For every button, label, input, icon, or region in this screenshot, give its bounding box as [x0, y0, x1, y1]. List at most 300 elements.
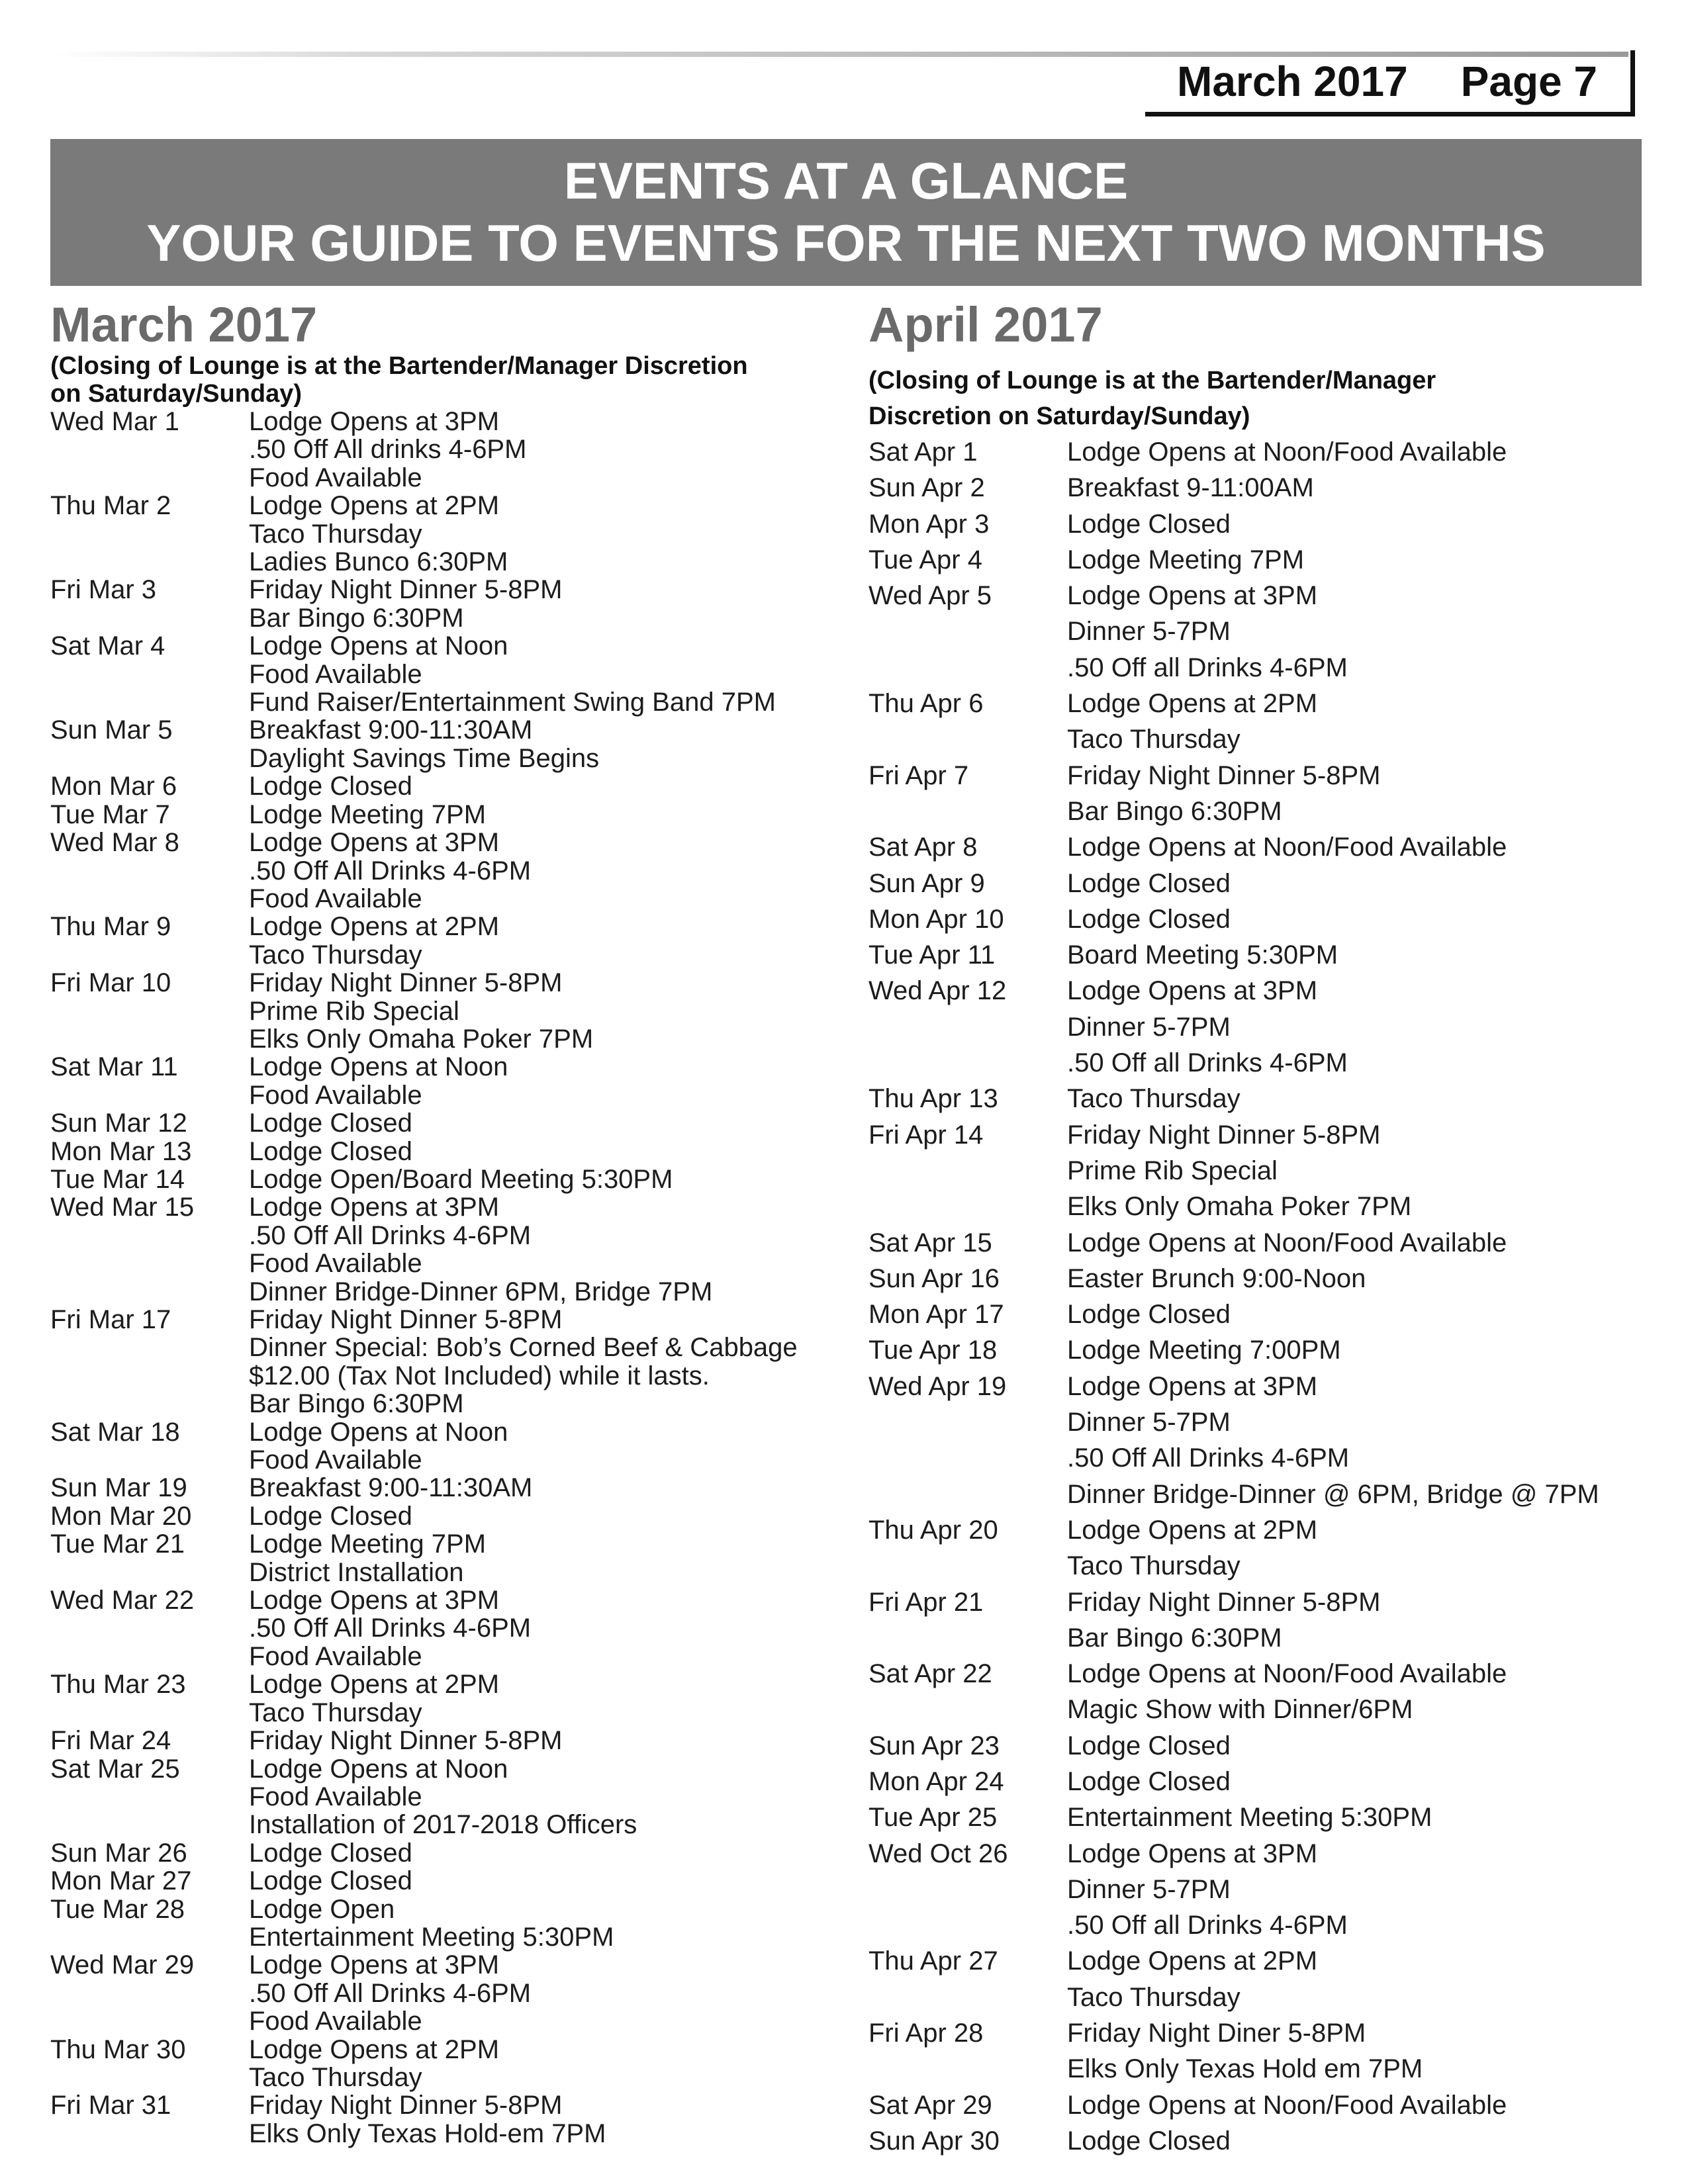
event-items	[249, 1951, 831, 2035]
event-date: Tue Mar 21	[50, 1529, 185, 1559]
event-item: Friday Night Dinner 5-8PM	[1067, 760, 1381, 790]
event-item: Taco Thursday	[1067, 1084, 1241, 1114]
event-list	[50, 408, 831, 2148]
event-date: Fri Mar 3	[50, 575, 156, 605]
event-item: Lodge Opens at 3PM	[1067, 581, 1318, 611]
event-day-row	[868, 1261, 1663, 1297]
event-item: Elks Only Omaha Poker 7PM	[249, 1024, 594, 1054]
event-day-row	[868, 1512, 1663, 1584]
event-item: Friday Night Dinner 5-8PM	[249, 1305, 563, 1334]
event-item: District Installation	[249, 1557, 464, 1587]
event-day-row	[868, 1332, 1663, 1368]
banner-title: EVENTS AT A GLANCE	[563, 152, 1129, 210]
event-items	[249, 2091, 831, 2148]
event-day-row	[868, 1799, 1663, 1835]
event-items	[249, 1727, 831, 1754]
event-item: Taco Thursday	[1067, 1982, 1241, 2012]
event-date: Mon Apr 10	[868, 904, 1004, 934]
event-item: Bar Bingo 6:30PM	[249, 1389, 464, 1419]
event-item: .50 Off All Drinks 4-6PM	[249, 856, 532, 886]
event-item: Board Meeting 5:30PM	[1067, 940, 1338, 970]
event-date: Tue Mar 28	[50, 1894, 185, 1924]
event-item: $12.00 (Tax Not Included) while it lasts.	[249, 1361, 710, 1390]
event-items	[1067, 1764, 1663, 1799]
event-item: .50 Off All drinks 4-6PM	[249, 435, 527, 465]
event-date: Wed Apr 12	[868, 976, 1007, 1006]
event-item: Breakfast 9-11:00AM	[1067, 473, 1314, 503]
event-item: Lodge Opens at Noon	[249, 1754, 508, 1784]
event-item: Entertainment Meeting 5:30PM	[1067, 1803, 1432, 1833]
event-item: Dinner 5-7PM	[1067, 617, 1231, 647]
event-item: Lodge Opens at 2PM	[249, 2034, 500, 2064]
event-item: Lodge Closed	[1067, 1300, 1231, 1330]
event-day-row	[868, 2087, 1663, 2123]
event-item: Lodge Open/Board Meeting 5:30PM	[249, 1164, 673, 1194]
event-items	[1067, 434, 1663, 470]
event-items	[1067, 1656, 1663, 1728]
event-day-row	[50, 1895, 831, 1952]
lounge-note	[868, 363, 1663, 434]
event-item: .50 Off All Drinks 4-6PM	[1067, 1443, 1350, 1473]
event-item: Lodge Closed	[249, 772, 412, 801]
event-item: .50 Off All Drinks 4-6PM	[249, 1614, 532, 1643]
event-items	[1067, 1728, 1663, 1764]
event-item: Lodge Opens at Noon	[249, 1417, 508, 1447]
event-items	[249, 632, 831, 716]
event-items	[249, 576, 831, 632]
event-item: Lodge Closed	[1067, 2126, 1231, 2156]
event-date: Wed Mar 22	[50, 1586, 195, 1615]
event-item: Bar Bingo 6:30PM	[1067, 1623, 1282, 1653]
event-day-row	[50, 829, 831, 913]
event-item: Lodge Opens at Noon/Food Available	[1067, 437, 1507, 467]
event-item: Dinner 5-7PM	[1067, 1012, 1231, 1042]
event-day-row	[868, 1764, 1663, 1799]
event-item: .50 Off all Drinks 4-6PM	[1067, 1048, 1348, 1078]
banner-subtitle: YOUR GUIDE TO EVENTS FOR THE NEXT TWO MONTHS	[146, 214, 1546, 272]
event-date: Fri Mar 10	[50, 968, 171, 998]
event-item: Friday Night Dinner 5-8PM	[249, 1726, 563, 1756]
event-day-row	[50, 772, 831, 800]
event-date: Sun Mar 5	[50, 715, 173, 745]
event-item: Entertainment Meeting 5:30PM	[249, 1922, 614, 1952]
event-item: Food Available	[249, 1782, 422, 1811]
event-items	[249, 1109, 831, 1137]
event-date: Fri Mar 24	[50, 1726, 171, 1756]
event-day-row	[50, 1530, 831, 1586]
event-item: Lodge Closed	[1067, 904, 1231, 934]
event-items	[249, 1530, 831, 1586]
event-items	[1067, 2123, 1663, 2159]
event-day-row	[868, 1836, 1663, 1944]
event-items	[1067, 1799, 1663, 1835]
event-items	[249, 1867, 831, 1895]
event-items	[249, 1053, 831, 1109]
event-item: Lodge Opens at 2PM	[249, 491, 500, 521]
event-date: Fri Apr 21	[868, 1587, 984, 1617]
event-items	[1067, 1512, 1663, 1584]
event-items	[249, 1474, 831, 1502]
event-items	[1067, 2015, 1663, 2087]
event-day-row	[50, 1053, 831, 1109]
event-date: Tue Apr 25	[868, 1803, 998, 1833]
event-items	[249, 1755, 831, 1839]
event-date: Tue Apr 4	[868, 545, 982, 574]
lounge-note-line: Discretion on Saturday/Sunday)	[868, 402, 1250, 430]
event-item: Lodge Opens at 3PM	[249, 828, 500, 858]
event-items	[249, 1165, 831, 1193]
event-item: Lodge Opens at 2PM	[249, 912, 500, 942]
event-item: Food Available	[249, 1249, 422, 1279]
event-item: Breakfast 9:00-11:30AM	[249, 715, 533, 745]
event-item: Lodge Opens at 3PM	[1067, 976, 1318, 1006]
event-items	[1067, 470, 1663, 506]
event-items	[249, 492, 831, 576]
event-item: Prime Rib Special	[1067, 1156, 1278, 1185]
event-date: Sat Apr 8	[868, 833, 978, 862]
event-items	[1067, 542, 1663, 578]
page-number: Page 7	[1460, 57, 1597, 105]
event-item: Lodge Opens at Noon/Food Available	[1067, 2090, 1507, 2120]
event-items	[249, 1839, 831, 1867]
event-item: Dinner 5-7PM	[1067, 1408, 1231, 1437]
event-item: Friday Night Dinner 5-8PM	[249, 968, 563, 998]
april-column	[868, 298, 1663, 2159]
event-item: Taco Thursday	[249, 519, 422, 549]
event-item: Friday Night Dinner 5-8PM	[1067, 1587, 1381, 1617]
event-items	[249, 772, 831, 800]
event-date: Thu Apr 6	[868, 689, 984, 719]
event-date: Fri Mar 17	[50, 1305, 171, 1334]
event-item: Lodge Opens at 3PM	[249, 1586, 500, 1615]
event-date: Tue Apr 11	[868, 940, 996, 970]
event-item: Lodge Opens at Noon/Food Available	[1067, 1659, 1507, 1689]
event-date: Fri Apr 28	[868, 2019, 984, 2048]
event-item: Lodge Closed	[249, 1109, 412, 1138]
event-day-row	[868, 866, 1663, 901]
lounge-note-line: (Closing of Lounge is at the Bartender/Manager Discretion	[50, 352, 748, 380]
event-day-row	[868, 686, 1663, 758]
event-date: Sat Apr 29	[868, 2090, 992, 2120]
event-items	[249, 969, 831, 1053]
event-date: Thu Apr 20	[868, 1515, 998, 1545]
event-day-row	[868, 829, 1663, 865]
event-day-row	[50, 1418, 831, 1475]
event-day-row	[868, 434, 1663, 470]
event-day-row	[868, 578, 1663, 686]
event-day-row	[50, 1951, 831, 2035]
event-item: Food Available	[249, 659, 422, 689]
event-item: Friday Night Dinner 5-8PM	[249, 575, 563, 605]
event-date: Sat Mar 18	[50, 1417, 180, 1447]
event-item: Friday Night Dinner 5-8PM	[1067, 1120, 1381, 1150]
event-date: Mon Apr 17	[868, 1300, 1004, 1330]
event-date: Tue Mar 14	[50, 1164, 185, 1194]
event-date: Sun Apr 23	[868, 1731, 1000, 1760]
event-items	[1067, 2087, 1663, 2123]
event-item: Lodge Opens at Noon	[249, 631, 508, 661]
event-date: Thu Mar 30	[50, 2034, 186, 2064]
event-items	[249, 913, 831, 969]
event-items	[1067, 866, 1663, 901]
event-item: Dinner Bridge-Dinner @ 6PM, Bridge @ 7PM	[1067, 1479, 1599, 1509]
event-date: Tue Mar 7	[50, 799, 170, 829]
event-date: Sun Apr 2	[868, 473, 985, 503]
event-item: Bar Bingo 6:30PM	[1067, 796, 1282, 826]
event-day-row	[868, 901, 1663, 937]
event-item: Lodge Closed	[249, 1838, 412, 1868]
event-item: Lodge Opens at 2PM	[1067, 1515, 1318, 1545]
event-item: Friday Night Dinner 5-8PM	[249, 2091, 563, 2120]
event-date: Sat Apr 22	[868, 1659, 992, 1689]
event-item: Ladies Bunco 6:30PM	[249, 547, 508, 577]
event-item: Lodge Meeting 7PM	[1067, 545, 1305, 574]
event-day-row	[868, 1297, 1663, 1332]
event-items	[249, 801, 831, 829]
lounge-note	[50, 352, 831, 408]
event-item: Food Available	[249, 1080, 422, 1110]
event-items	[1067, 901, 1663, 937]
march-column	[50, 298, 831, 2148]
event-items	[249, 716, 831, 772]
event-day-row	[868, 1943, 1663, 2015]
event-item: Lodge Closed	[249, 1136, 412, 1166]
month-title: April 2017	[868, 297, 1103, 352]
event-item: Easter Brunch 9:00-Noon	[1067, 1263, 1366, 1293]
event-items	[249, 829, 831, 913]
event-day-row	[50, 1109, 831, 1137]
event-day-row	[50, 2091, 831, 2148]
event-day-row	[868, 1117, 1663, 1225]
events-banner	[50, 139, 1642, 286]
event-items	[249, 1502, 831, 1530]
event-item: Elks Only Texas Hold-em 7PM	[249, 2118, 606, 2148]
event-day-row	[868, 1728, 1663, 1764]
event-items	[1067, 937, 1663, 973]
event-item: Dinner Special: Bob’s Corned Beef & Cabbage	[249, 1333, 798, 1363]
event-date: Thu Apr 13	[868, 1084, 998, 1114]
event-items	[1067, 973, 1663, 1081]
event-date: Sat Mar 4	[50, 631, 165, 661]
event-day-row	[50, 408, 831, 492]
event-date: Sat Mar 11	[50, 1052, 178, 1082]
event-item: Elks Only Omaha Poker 7PM	[1067, 1192, 1412, 1222]
event-date: Sat Mar 25	[50, 1754, 180, 1784]
event-day-row	[868, 973, 1663, 1081]
event-items	[1067, 1261, 1663, 1297]
event-day-row	[50, 1165, 831, 1193]
event-item: Dinner Bridge-Dinner 6PM, Bridge 7PM	[249, 1277, 713, 1306]
issue-date: March 2017	[1177, 57, 1408, 105]
event-item: Prime Rib Special	[249, 996, 459, 1026]
event-item: Daylight Savings Time Begins	[249, 743, 600, 773]
event-day-row	[50, 2036, 831, 2092]
event-items	[1067, 1943, 1663, 2015]
event-day-row	[50, 1306, 831, 1418]
event-day-row	[50, 1474, 831, 1502]
event-day-row	[50, 1138, 831, 1165]
event-item: Lodge Opens at 3PM	[249, 1950, 500, 1980]
event-date: Sun Apr 9	[868, 868, 985, 898]
event-date: Mon Mar 13	[50, 1136, 192, 1166]
event-item: Taco Thursday	[249, 2062, 422, 2092]
event-date: Thu Mar 2	[50, 491, 171, 521]
event-date: Wed Apr 5	[868, 581, 992, 611]
event-item: Lodge Meeting 7PM	[249, 799, 487, 829]
event-day-row	[50, 492, 831, 576]
event-items	[1067, 578, 1663, 686]
event-item: Food Available	[249, 884, 422, 913]
event-day-row	[50, 1502, 831, 1530]
event-items	[1067, 1369, 1663, 1512]
event-date: Tue Apr 18	[868, 1336, 998, 1365]
event-date: Wed Oct 26	[868, 1839, 1008, 1868]
event-item: Food Available	[249, 1445, 422, 1475]
event-item: Lodge Closed	[1067, 1731, 1231, 1760]
event-item: Taco Thursday	[249, 1698, 422, 1727]
event-items	[249, 1418, 831, 1475]
event-items	[1067, 1225, 1663, 1261]
event-day-row	[868, 2123, 1663, 2159]
event-date: Mon Mar 6	[50, 772, 177, 801]
event-date: Wed Mar 1	[50, 407, 179, 436]
event-day-row	[50, 1670, 831, 1727]
event-date: Fri Apr 7	[868, 760, 969, 790]
event-item: Food Available	[249, 2007, 422, 2036]
event-item: Lodge Closed	[249, 1501, 412, 1531]
event-day-row	[868, 1225, 1663, 1261]
event-day-row	[868, 1656, 1663, 1728]
event-items	[1067, 1584, 1663, 1657]
event-date: Wed Apr 19	[868, 1371, 1007, 1401]
month-title: March 2017	[50, 297, 318, 352]
event-items	[249, 1586, 831, 1670]
event-item: .50 Off All Drinks 4-6PM	[249, 1978, 532, 2008]
event-items	[249, 2036, 831, 2092]
event-item: Lodge Opens at 3PM	[1067, 1371, 1318, 1401]
event-day-row	[868, 1081, 1663, 1116]
event-item: .50 Off All Drinks 4-6PM	[249, 1220, 532, 1250]
event-items	[1067, 506, 1663, 542]
event-date: Mon Apr 24	[868, 1766, 1004, 1796]
event-item: Lodge Closed	[1067, 1766, 1231, 1796]
event-day-row	[868, 1369, 1663, 1512]
event-day-row	[50, 1867, 831, 1895]
event-item: Lodge Opens at 3PM	[249, 407, 500, 436]
event-date: Thu Apr 27	[868, 1946, 998, 1976]
event-item: Food Available	[249, 463, 422, 492]
event-day-row	[50, 801, 831, 829]
event-date: Sat Apr 15	[868, 1228, 992, 1257]
event-day-row	[868, 2015, 1663, 2087]
event-list	[868, 434, 1663, 2159]
event-item: .50 Off all Drinks 4-6PM	[1067, 653, 1348, 682]
event-item: .50 Off all Drinks 4-6PM	[1067, 1911, 1348, 1940]
event-date: Fri Mar 31	[50, 2091, 171, 2120]
event-day-row	[868, 542, 1663, 578]
event-date: Sun Apr 16	[868, 1263, 1000, 1293]
event-day-row	[50, 1755, 831, 1839]
event-day-row	[50, 632, 831, 716]
event-item: Lodge Open	[249, 1894, 395, 1924]
event-date: Fri Apr 14	[868, 1120, 984, 1150]
event-item: Lodge Opens at Noon/Food Available	[1067, 833, 1507, 862]
event-date: Wed Mar 29	[50, 1950, 195, 1980]
event-items	[1067, 1297, 1663, 1332]
event-item: Bar Bingo 6:30PM	[249, 603, 464, 633]
event-item: Magic Show with Dinner/6PM	[1067, 1695, 1413, 1725]
event-item: Taco Thursday	[1067, 725, 1241, 754]
event-item: Elks Only Texas Hold em 7PM	[1067, 2054, 1423, 2084]
event-items	[249, 1306, 831, 1418]
event-item: Lodge Closed	[1067, 868, 1231, 898]
event-item: Lodge Opens at 3PM	[249, 1193, 500, 1222]
event-day-row	[868, 506, 1663, 542]
event-item: Food Available	[249, 1641, 422, 1671]
event-day-row	[50, 576, 831, 632]
event-day-row	[868, 758, 1663, 830]
event-items	[249, 408, 831, 492]
event-item: Dinner 5-7PM	[1067, 1874, 1231, 1904]
event-day-row	[868, 937, 1663, 973]
event-item: Taco Thursday	[249, 940, 422, 970]
event-day-row	[50, 1193, 831, 1306]
event-date: Sun Mar 12	[50, 1109, 187, 1138]
event-day-row	[868, 1584, 1663, 1657]
event-items	[1067, 1081, 1663, 1116]
event-day-row	[868, 470, 1663, 506]
event-items	[249, 1138, 831, 1165]
event-item: Lodge Opens at 2PM	[249, 1670, 500, 1700]
event-item: Friday Night Diner 5-8PM	[1067, 2019, 1366, 2048]
event-item: Lodge Meeting 7PM	[249, 1529, 487, 1559]
event-item: Lodge Opens at 2PM	[1067, 1946, 1318, 1976]
lounge-note-line: on Saturday/Sunday)	[50, 380, 303, 408]
event-items	[1067, 829, 1663, 865]
event-items	[249, 1670, 831, 1727]
event-item: Taco Thursday	[1067, 1551, 1241, 1581]
event-date: Mon Apr 3	[868, 509, 990, 539]
event-items	[1067, 1836, 1663, 1944]
event-day-row	[50, 913, 831, 969]
event-item: Lodge Closed	[249, 1866, 412, 1896]
lounge-note-line: (Closing of Lounge is at the Bartender/Manager	[868, 367, 1436, 394]
event-item: Lodge Opens at 3PM	[1067, 1839, 1318, 1868]
event-date: Sat Apr 1	[868, 437, 978, 467]
event-date: Sun Apr 30	[868, 2126, 1000, 2156]
event-item: Installation of 2017-2018 Officers	[249, 1810, 637, 1840]
event-item: Lodge Opens at Noon/Food Available	[1067, 1228, 1507, 1257]
event-items	[1067, 686, 1663, 758]
event-items	[249, 1193, 831, 1306]
event-items	[1067, 1332, 1663, 1368]
event-date: Wed Mar 8	[50, 828, 179, 858]
event-date: Thu Mar 9	[50, 912, 171, 942]
event-items	[1067, 758, 1663, 830]
event-item: Lodge Opens at Noon	[249, 1052, 508, 1082]
event-day-row	[50, 1727, 831, 1754]
event-day-row	[50, 969, 831, 1053]
event-date: Thu Mar 23	[50, 1670, 186, 1700]
event-item: Lodge Opens at 2PM	[1067, 689, 1318, 719]
event-date: Mon Mar 20	[50, 1501, 192, 1531]
event-item: Breakfast 9:00-11:30AM	[249, 1473, 533, 1503]
event-day-row	[50, 1839, 831, 1867]
event-date: Sun Mar 19	[50, 1473, 187, 1503]
event-day-row	[50, 1586, 831, 1670]
event-date: Sun Mar 26	[50, 1838, 187, 1868]
event-items	[249, 1895, 831, 1952]
